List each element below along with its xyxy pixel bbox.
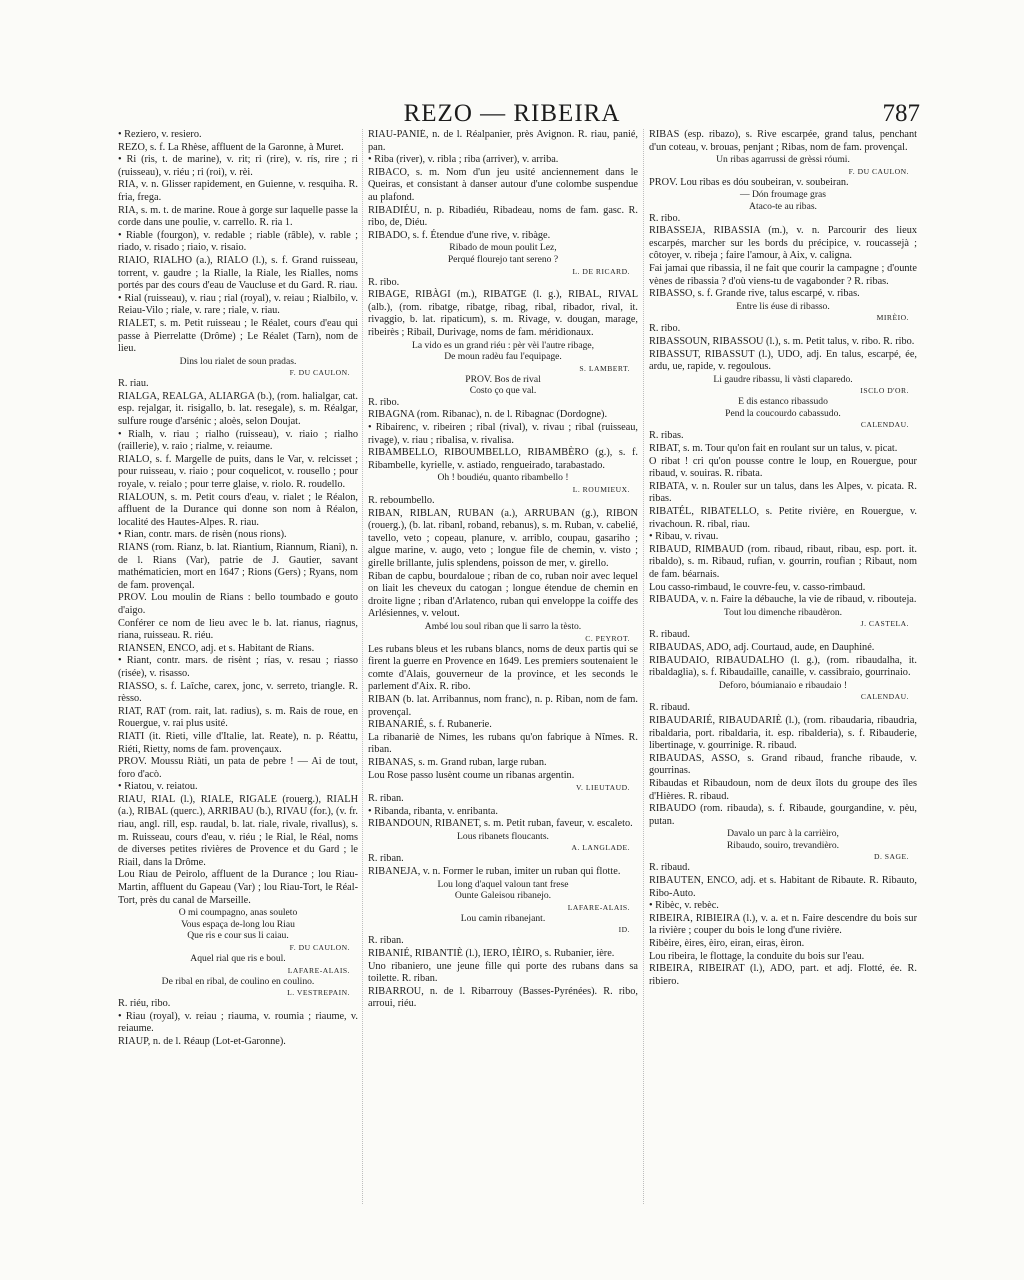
quotation-author: LAFARE-ALAIS. bbox=[567, 902, 630, 912]
quotation-author: L. DE RICARD. bbox=[572, 266, 630, 276]
dictionary-entry: RIBAN, RIBLAN, RUBAN (a.), ARRUBAN (g.), RIBON (rouerg.), (b. lat. ribanl, roband, rebanus), s. m. Ruban, v. cabelié, tavello, veto ; copeau, planure, v. arriblo, coupau, gasariho ; algue marine, v. augo, veto ; longue file de chemin, v. visto ; girelle brillante, julis splendens, poisson de mer, v. girello. bbox=[368, 507, 638, 569]
quotation-line: Costo ço que val. bbox=[469, 385, 537, 397]
dictionary-entry: RIAU-PANIÉ, n. de l. Réalpanier, près Avignon. R. riau, panié, pan. bbox=[368, 129, 638, 153]
dictionary-entry: Ribaudas et Ribaudoun, nom de deux îlots du groupe des îles d'Hières. R. ribaud. bbox=[649, 777, 917, 802]
dictionary-entry: RIBEIRA, RIBIEIRA (l.), v. a. et n. Faire descendre du bois sur la rivière ; couper du bois le long d'une rivière. bbox=[649, 912, 917, 937]
dictionary-entry: R. ribo. bbox=[649, 323, 681, 335]
dictionary-entry: • Ribau, v. rivau. bbox=[649, 531, 719, 543]
dictionary-entry: Les rubans bleus et les rubans blancs, noms de deux partis qui se firent la guerre en Provence en 1649. Les premiers soutenaient le comte d'Alais, gouverneur de la province, et les seconds le parlement d'Aix. R. ribo. bbox=[368, 643, 638, 693]
dictionary-entry: O ribat ! cri qu'on pousse contre le loup, en Rouergue, pour ribaud, v. souiras. R. ribata. bbox=[649, 455, 917, 480]
dictionary-entry: RIA, s. m. t. de marine. Roue à gorge sur laquelle passe la corde dans une poulie, v. carrello. R. ria 1. bbox=[118, 204, 358, 229]
dictionary-entry: RIBARROU, n. de l. Ribarrouy (Basses-Pyrénées). R. ribo, arroui, riéu. bbox=[368, 985, 638, 1010]
dictionary-entry: R. riban. bbox=[368, 853, 404, 865]
quotation-line: Lous ribanets floucants. bbox=[457, 830, 549, 842]
quotation-author: D. SAGE. bbox=[873, 852, 909, 862]
quotation-author: F. DU CAULON. bbox=[289, 943, 350, 952]
dictionary-entry: RIANS (rom. Rianz, b. lat. Riantium, Riannum, Riani), n. de l. Rians (Var), patrie de J. Gautier, savant mathématicien, mort en 1647 ; Rions (Gers) ; Ryans, nom de fam. provençal. bbox=[118, 542, 358, 591]
page-number: 787 bbox=[882, 100, 920, 127]
dictionary-entry: RIBAUDAS, ASSO, s. Grand ribaud, franche ribaude, v. gourrinas. bbox=[649, 752, 917, 777]
dictionary-entry: RIBANEJA, v. n. Former le ruban, imiter un ruban qui flotte. bbox=[368, 866, 621, 878]
quotation-author: L. ROUMIEUX. bbox=[572, 485, 630, 495]
dictionary-entry: R. ribaud. bbox=[649, 702, 690, 714]
dictionary-entry: Fai jamai que ribassia, il ne fait que courir la campagne ; d'ounte vènes de ribassia ? d'où viens-tu de vagabonder ? R. ribas. bbox=[649, 262, 917, 287]
column-divider bbox=[362, 129, 363, 1204]
dictionary-entry: RIBAUTEN, ENCO, adj. et s. Habitant de Ribaute. R. Ribauto, Ribo-Auto. bbox=[649, 875, 917, 899]
dictionary-entry: Conférer ce nom de lieu avec le b. lat. rianus, riagnus, riana, ruisseau. R. riéu. bbox=[118, 617, 358, 642]
dictionary-entry: RIBADIÉU, n. p. Ribadiéu, Ribadeau, noms de fam. gasc. R. ribo, de, Diéu. bbox=[368, 204, 638, 229]
dictionary-entry: R. ribas. bbox=[649, 430, 684, 442]
quotation-author: V. LIEUTAUD. bbox=[576, 783, 630, 793]
dictionary-entry: R. ribo. bbox=[368, 276, 400, 288]
quotation-author: L. VESTREPAIN. bbox=[287, 988, 350, 998]
quotation-line: Lou long d'aquel valoun tant frese bbox=[437, 878, 569, 890]
quotation-line: La vido es un grand riéu : pèr vèi l'autre ribage, bbox=[411, 339, 595, 351]
quotation-line: Un ribas agarrussi de grèssi róumi. bbox=[716, 154, 850, 166]
quotation-line: Davalo un parc à la carrièiro, bbox=[727, 828, 839, 840]
quotation-line: PROV. Bos de rival bbox=[465, 373, 541, 385]
quotation-author: CALENDAU. bbox=[860, 692, 909, 702]
dictionary-entry: • Riable (fourgon), v. redable ; riable (râble), v. rable ; riado, v. risado ; riaio, v. risaio. bbox=[118, 229, 358, 254]
quotation-author: ID. bbox=[618, 925, 630, 935]
quotation-author: A. LANGLADE. bbox=[571, 843, 630, 853]
dictionary-entry: • Rian, contr. mars. de risèn (nous rions). bbox=[118, 529, 287, 541]
dictionary-entry: R. ribaud. bbox=[649, 862, 690, 874]
quotation-line: O mi coumpagno, anas souleto bbox=[178, 907, 298, 919]
dictionary-entry: RIBAUDAIO, RIBAUDALHO (l. g.), (rom. ribaudalha, it. ribaldaglia), s. f. Ribaudaille, canaille, v. cassibraio, gourrinaio. bbox=[649, 654, 917, 679]
dictionary-entry: • Reziero, v. resiero. bbox=[118, 129, 202, 140]
dictionary-entry: RIAUP, n. de l. Réaup (Lot-et-Garonne). bbox=[118, 1035, 286, 1047]
dictionary-entry: Lou Rose passo lusènt coume un ribanas argentin. bbox=[368, 769, 575, 781]
dictionary-entry: RIBASSOUN, RIBASSOU (l.), s. m. Petit talus, v. ribo. R. ribo. bbox=[649, 335, 915, 347]
quotation-line: Oh ! boudiéu, quanto ribambello ! bbox=[437, 472, 569, 484]
dictionary-entry: RIBACO, s. m. Nom d'un jeu usité anciennement dans le Queiras, et consistant à danser autour d'une colombe suspendue au plafond. bbox=[368, 166, 638, 203]
dictionary-entry: RIANSEN, ENCO, adj. et s. Habitant de Rians. bbox=[118, 642, 315, 654]
quotation-line: Tout lou dimenche ribaudèron. bbox=[723, 606, 843, 618]
dictionary-entry: REZO, s. f. La Rhèse, affluent de la Garonne, à Muret. bbox=[118, 141, 344, 153]
quotation-author: J. CASTELA. bbox=[860, 619, 909, 629]
quotation-line: Pend la coucourdo cabassudo. bbox=[725, 407, 841, 419]
quotation-line: Ambé lou soul riban que li sarro la tèsto. bbox=[424, 620, 582, 632]
dictionary-entry: • Ribèc, v. rebèc. bbox=[649, 900, 719, 912]
dictionary-entry: Lou ribeira, le flottage, la conduite du bois sur l'eau. bbox=[649, 950, 865, 962]
dictionary-entry: RIBAGE, RIBÀGI (m.), RIBATGE (l. g.), RIBAL, RIVAL (alb.), (rom. ribatge, ribatge, ribag, ribal, ribador, rival, it. rivaggio, b. lat. ripaticum), s. m. Rivage, v. dougan, marage, ribeirès ; Ribail, Durivage, noms de fam. méridionaux. bbox=[368, 289, 638, 338]
dictionary-entry: RIASSO, s. f. Laîche, carex, jonc, v. serreto, triangle. R. rèsso. bbox=[118, 680, 358, 705]
dictionary-entry: RIBAT, s. m. Tour qu'on fait en roulant sur un talus, v. picat. bbox=[649, 443, 898, 455]
dictionary-entry: RIALO, s. f. Margelle de puits, dans le Var, v. relcisset ; pour ruisseau, v. riaio ; pour coquelicot, v. rousello ; pour royale, v. reialo ; pour terre glaise, v. riolo. R. roudello. bbox=[118, 453, 358, 491]
dictionary-entry: Riban de capbu, bourdaloue ; riban de co, ruban noir avec lequel on liait les cheveux du catogan ; longue étendue de chemin en droite ligne ; riban d'Arlatenco, ruban qui enveloppe la coiffe des Arlésiennes, v. velout. bbox=[368, 570, 638, 620]
quotation-line: Ounte Galeisou ribanejo. bbox=[454, 890, 552, 902]
quotation-line: Dins lou rialet de soun pradas. bbox=[179, 355, 297, 367]
quotation-author: ISCLO D'OR. bbox=[860, 386, 909, 396]
dictionary-entry: RIALGA, REALGA, ALIARGA (b.), (rom. halialgar, cat. esp. rejalgar, it. risigallo, b. lat. resegale), s. m. Réalgar, sulfure rouge d'arsénic ; aloès, selon Doujat. bbox=[118, 390, 358, 428]
dictionary-entry: RIAU, RIAL (l.), RIALE, RIGALE (rouerg.), RIALH (a.), RIBAL (querc.), ARRIBAU (b.), RIVAU (for.), (v. fr. riau, angl. rill, esp. raudal, b. lat. riale, rivale, rivallus), s. m. Ruisseau, cours d'eau, v. riéu ; le Rial, le Réal, noms de diverses petites rivières de Provence et du Gard ; le Riail, dans la Drôme. bbox=[118, 793, 358, 868]
column-divider bbox=[643, 129, 644, 1204]
dictionary-entry: Uno ribaniero, une jeune fille qui porte des rubans dans sa toilette. R. riban. bbox=[368, 960, 638, 985]
dictionary-entry: • Riba (river), v. ribla ; riba (arriver), v. arriba. bbox=[368, 154, 559, 166]
quotation-author: MIRÈIO. bbox=[876, 313, 909, 323]
quotation-line: De moun radèu fau l'equipage. bbox=[444, 351, 562, 363]
dictionary-entry: RIBAUD, RIMBAUD (rom. ribaud, ribaut, ribau, esp. port. it. ribaldo), s. m. Ribaud, rufian, v. gourrin, roufian ; Ribaut, nom de fam. béarnais. bbox=[649, 543, 917, 580]
dictionary-entry: RIATI (it. Rieti, ville d'Italie, lat. Reate), n. p. Réattu, Riéti, Rietty, noms de fam. provençaux. bbox=[118, 730, 358, 755]
middle-column bbox=[368, 129, 638, 1209]
dictionary-entry: RIALET, s. m. Petit ruisseau ; le Réalet, cours d'eau qui passe à Pierrelatte (Drôme) ; Le Réalet (Tarn), nom de lieu. bbox=[118, 317, 358, 355]
dictionary-entry: RIBAUDO (rom. ribauda), s. f. Ribaude, gourgandine, v. pèu, putan. bbox=[649, 803, 917, 827]
dictionary-entry: RIBANARIÉ, s. f. Rubanerie. bbox=[368, 719, 492, 731]
dictionary-entry: • Riant, contr. mars. de risènt ; rías, v. resau ; riasso (risée), v. risasso. bbox=[118, 655, 358, 679]
quotation-line: E dis estanco ribassudo bbox=[738, 396, 828, 408]
quotation-line: Lou camin ribanejant. bbox=[460, 912, 546, 924]
quotation-line: Vous espaça de-long lou Riau bbox=[181, 918, 295, 930]
quotation-line: Entre lis éuse di ribasso. bbox=[736, 300, 830, 312]
dictionary-entry: • Rialh, v. riau ; rialho (ruisseau), v. riaio ; rialho (raillerie), v. raio ; rialme, v. reiaume. bbox=[118, 428, 358, 453]
dictionary-entry: RIBATA, v. n. Rouler sur un talus, dans les Alpes, v. picata. R. ribas. bbox=[649, 480, 917, 505]
dictionary-entry: R. riau. bbox=[118, 378, 149, 390]
dictionary-entry: La ribanariè de Nimes, les rubans qu'on fabrique à Nîmes. R. riban. bbox=[368, 731, 638, 756]
dictionary-entry: RIBANDOUN, RIBANET, s. m. Petit ruban, faveur, v. escaleto. bbox=[368, 818, 633, 830]
page-header bbox=[0, 99, 1024, 129]
dictionary-entry: Lou casso-rimbaud, le couvre-feu, v. casso-rimbaud. bbox=[649, 581, 866, 593]
dictionary-entry: Lou Riau de Peirolo, affluent de la Durance ; lou Riau-Martin, affluent du Gapeau (Var) ; lou Riau-Tort, le Réal-Tort, près du canal de Marseille. bbox=[118, 869, 358, 906]
quotation-line: Deforo, bóumianaio e ribaudaio ! bbox=[718, 679, 848, 691]
dictionary-entry: Ribèire, èires, èiro, eiran, eiras, èiron. bbox=[649, 938, 805, 950]
dictionary-entry: RIBANAS, s. m. Grand ruban, large ruban. bbox=[368, 756, 547, 768]
dictionary-entry: • Ri (ris, t. de marine), v. rit; ri (rire), v. rís, rire ; ri (ruisseau), v. riéu ; ri (roi), v. rèi. bbox=[118, 154, 358, 178]
dictionary-entry: R. riban. bbox=[368, 935, 404, 947]
dictionary-entry: R. reboumbello. bbox=[368, 495, 435, 507]
dictionary-entry: RIBAMBELLO, RIBOUMBELLO, RIBAMBÈRO (g.), s. f. Ribambelle, kyrielle, v. astiado, rengueirado, tarabastado. bbox=[368, 447, 638, 471]
quotation-line: Que ris e cour sus li caiau. bbox=[187, 930, 289, 942]
running-head: REZO — RIBEIRA bbox=[403, 100, 621, 127]
quotation-author: F. DU CAULON. bbox=[289, 368, 350, 378]
dictionary-entry: PROV. Moussu Riàti, un pata de pebre ! — Ai de tout, foro d'acò. bbox=[118, 756, 358, 780]
dictionary-entry: R. ribaud. bbox=[649, 629, 690, 641]
dictionary-entry: RIAIO, RIALHO (a.), RIALO (l.), s. f. Grand ruisseau, torrent, v. gaudre ; la Rialle, la Riale, les Rialles, noms portés par des cours d'eau de Vaucluse et du Gard. R. riau. bbox=[118, 254, 358, 292]
quotation-line: De ribal en ribal, de coulino en coulino. bbox=[161, 975, 315, 987]
dictionary-entry: R. ribo. bbox=[368, 396, 400, 408]
dictionary-entry: • Ribanda, ribanta, v. enribanta. bbox=[368, 805, 498, 817]
quotation-author: CALENDAU. bbox=[860, 420, 909, 430]
dictionary-entry: RIBASSO, s. f. Grande rive, talus escarpé, v. ribas. bbox=[649, 288, 860, 300]
quotation-line: Ribado de moun poulit Lez, bbox=[449, 242, 557, 254]
dictionary-entry: PROV. Lou moulin de Rians : bello toumbado e gouto d'aigo. bbox=[118, 592, 358, 616]
quotation-line: Ribaudo, souiro, trevandièro. bbox=[726, 839, 840, 851]
dictionary-entry: RIBAUDA, v. n. Faire la débauche, la vie de ribaud, v. ribouteja. bbox=[649, 594, 917, 606]
dictionary-entry: RIBAGNA (rom. Ribanac), n. de l. Ribagnac (Dordogne). bbox=[368, 409, 608, 421]
right-column bbox=[649, 129, 917, 1209]
dictionary-entry: RIBASSUT, RIBASSUT (l.), UDO, adj. En talus, escarpé, ée, ardu, ue, rapide, v. regoulous. bbox=[649, 348, 917, 373]
quotation-author: LAFARE-ALAIS. bbox=[287, 965, 350, 975]
dictionary-entry: RIBAUDARIÉ, RIBAUDARIÈ (l.), (rom. ribaudaria, ribaudria, ribaldaria, port. ribaldaria, it. esp. ribalderia), s. f. Ribauderie, libertinage, v. gourrinige. R. ribaud. bbox=[649, 714, 917, 752]
dictionary-entry: RIBAS (esp. ribazo), s. Rive escarpée, grand talus, penchant d'un coteau, v. brouas, penjant ; Ribas, nom de fam. provençal. bbox=[649, 129, 917, 153]
quotation-author: S. LAMBERT. bbox=[579, 363, 630, 373]
dictionary-entry: RIALOUN, s. m. Petit cours d'eau, v. rialet ; le Réalon, affluent de la Durance qui donne son nom à Réalon, localité des Hautes-Alpes. R. riau. bbox=[118, 491, 358, 528]
dictionary-entry: RIBEIRA, RIBEIRAT (l.), ADO, part. et adj. Flotté, ée. R. ribiero. bbox=[649, 963, 917, 987]
dictionary-entry: RIBATÉL, RIBATELLO, s. Petite rivière, en Rouergue, v. rivachoun. R. ribal, riau. bbox=[649, 506, 917, 530]
dictionary-entry: PROV. Lou ribas es dóu soubeiran, v. soubeiran. bbox=[649, 176, 849, 188]
dictionary-entry: RIBANIÉ, RIBANTIÈ (l.), IERO, IÈIRO, s. Rubanier, ière. bbox=[368, 948, 615, 960]
dictionary-entry: RIBASSEJA, RIBASSIA (m.), v. n. Parcourir des lieux escarpés, marcher sur les bords du précipice, v. roucassejà ; côtoyer, v. ribeja ; faire l'amour, à Aix, v. caligna. bbox=[649, 225, 917, 262]
quotation-line: Aquel rial que ris e boul. bbox=[190, 953, 286, 964]
quotation-line: Ataco-te au ribas. bbox=[749, 200, 817, 212]
dictionary-entry: R. riéu, ribo. bbox=[118, 998, 171, 1010]
dictionary-entry: • Riatou, v. reiatou. bbox=[118, 781, 198, 793]
dictionary-entry: R. riban. bbox=[368, 793, 404, 805]
dictionary-entry: RIBADO, s. f. Étendue d'une rive, v. ribàge. bbox=[368, 229, 551, 241]
dictionary-entry: RIBAN (b. lat. Arribannus, nom franc), n. p. Riban, nom de fam. provençal. bbox=[368, 693, 638, 718]
quotation-author: F. DU CAULON. bbox=[848, 166, 909, 176]
dictionary-entry: RIA, v. n. Glisser rapidement, en Guienne, v. resquiha. R. fria, frega. bbox=[118, 179, 358, 203]
dictionary-entry: R. ribo. bbox=[649, 212, 681, 224]
quotation-line: — Dón froumage gras bbox=[739, 189, 827, 201]
left-column bbox=[118, 129, 358, 1209]
dictionary-entry: RIBAUDAS, ADO, adj. Courtaud, aude, en Dauphiné. bbox=[649, 641, 875, 653]
quotation-line: Li gaudre ribassu, li vàsti claparedo. bbox=[713, 373, 853, 385]
dictionary-entry: • Riau (royal), v. reiau ; riauma, v. roumia ; riaume, v. reiaume. bbox=[118, 1010, 358, 1035]
dictionary-entry: RIAT, RAT (rom. rait, lat. radius), s. m. Rais de roue, en Rouergue, v. rai plus usité. bbox=[118, 705, 358, 730]
quotation-line: Perqué flourejo tant sereno ? bbox=[447, 253, 559, 265]
quotation-author: C. PEYROT. bbox=[585, 633, 630, 643]
dictionary-entry: • Ribairenc, v. ribeiren ; ribal (rival), v. rivau ; ribal (ruisseau, rivage), v. riau ; ribalisa, v. rivalisa. bbox=[368, 422, 638, 446]
dictionary-entry: • Rial (ruisseau), v. riau ; rial (royal), v. reiau ; Rialbilo, v. Reiau-Vilo ; riale, v. rare ; riale, v. riau. bbox=[118, 292, 358, 317]
